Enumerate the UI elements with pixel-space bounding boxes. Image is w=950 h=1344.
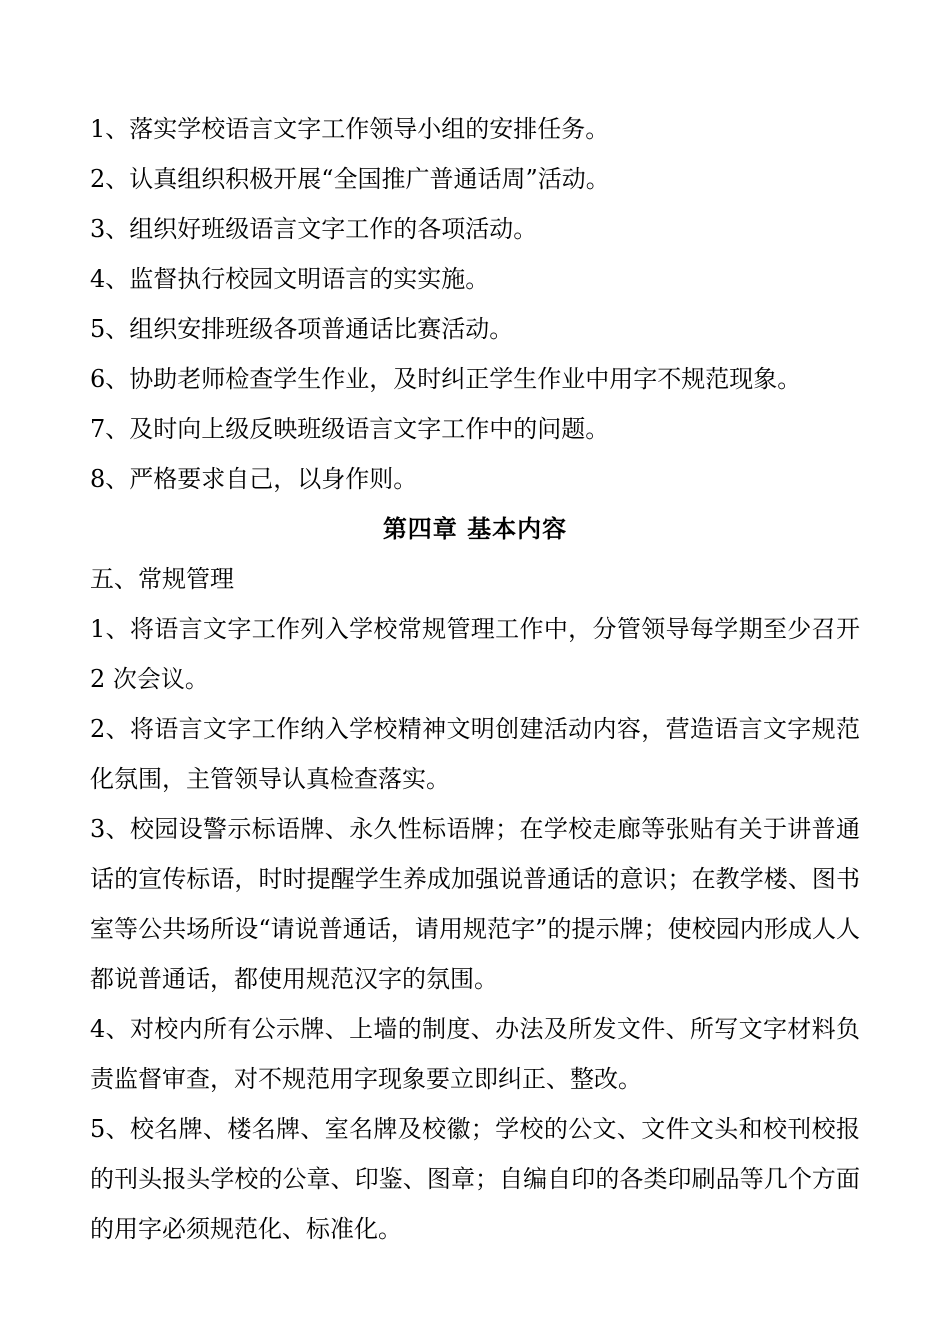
duty-item-5: 5、组织安排班级各项普通话比赛活动。 [90, 315, 514, 343]
paragraph-3: 3、校园设警示标语牌、永久性标语牌；在学校走廊等张贴有关于讲普通话的宣传标语，时时提醒学生养成加强说普通话的意识；在教学楼、图书室等公共场所设“请说普通话，请用规范字”的提示牌；使校园内形成人人都说普通话，都使用规范汉字的氛围。 [90, 815, 860, 993]
duty-item-6: 6、协助老师检查学生作业，及时纠正学生作业中用字不规范现象。 [90, 365, 802, 393]
paragraph-5: 5、校名牌、楼名牌、室名牌及校徽；学校的公文、文件文头和校刊校报的刊头报头学校的公章、印鉴、图章；自编自印的各类印刷品等几个方面的用字必须规范化、标准化。 [90, 1115, 860, 1243]
duty-item-4: 4、监督执行校园文明语言的实实施。 [90, 265, 490, 293]
duty-item-2: 2、认真组织积极开展“全国推广普通话周”活动。 [90, 165, 610, 193]
duty-item-1: 1、落实学校语言文字工作领导小组的安排任务。 [90, 115, 610, 143]
paragraph-2: 2、将语言文字工作纳入学校精神文明创建活动内容，营造语言文字规范化氛围，主管领导认真检查落实。 [90, 715, 860, 793]
chapter-heading: 第四章 基本内容 [382, 515, 568, 543]
duty-item-3: 3、组织好班级语言文字工作的各项活动。 [90, 215, 538, 243]
duty-item-8: 8、严格要求自己，以身作则。 [90, 465, 418, 493]
duty-item-7: 7、及时向上级反映班级语言文字工作中的问题。 [90, 415, 610, 443]
paragraph-4: 4、对校内所有公示牌、上墙的制度、办法及所发文件、所写文字材料负责监督审查，对不规范用字现象要立即纠正、整改。 [90, 1015, 860, 1093]
document-page [90, 104, 860, 1254]
section-title: 五、常规管理 [90, 565, 234, 593]
paragraph-1: 1、将语言文字工作列入学校常规管理工作中，分管领导每学期至少召开 2 次会议。 [90, 615, 860, 693]
